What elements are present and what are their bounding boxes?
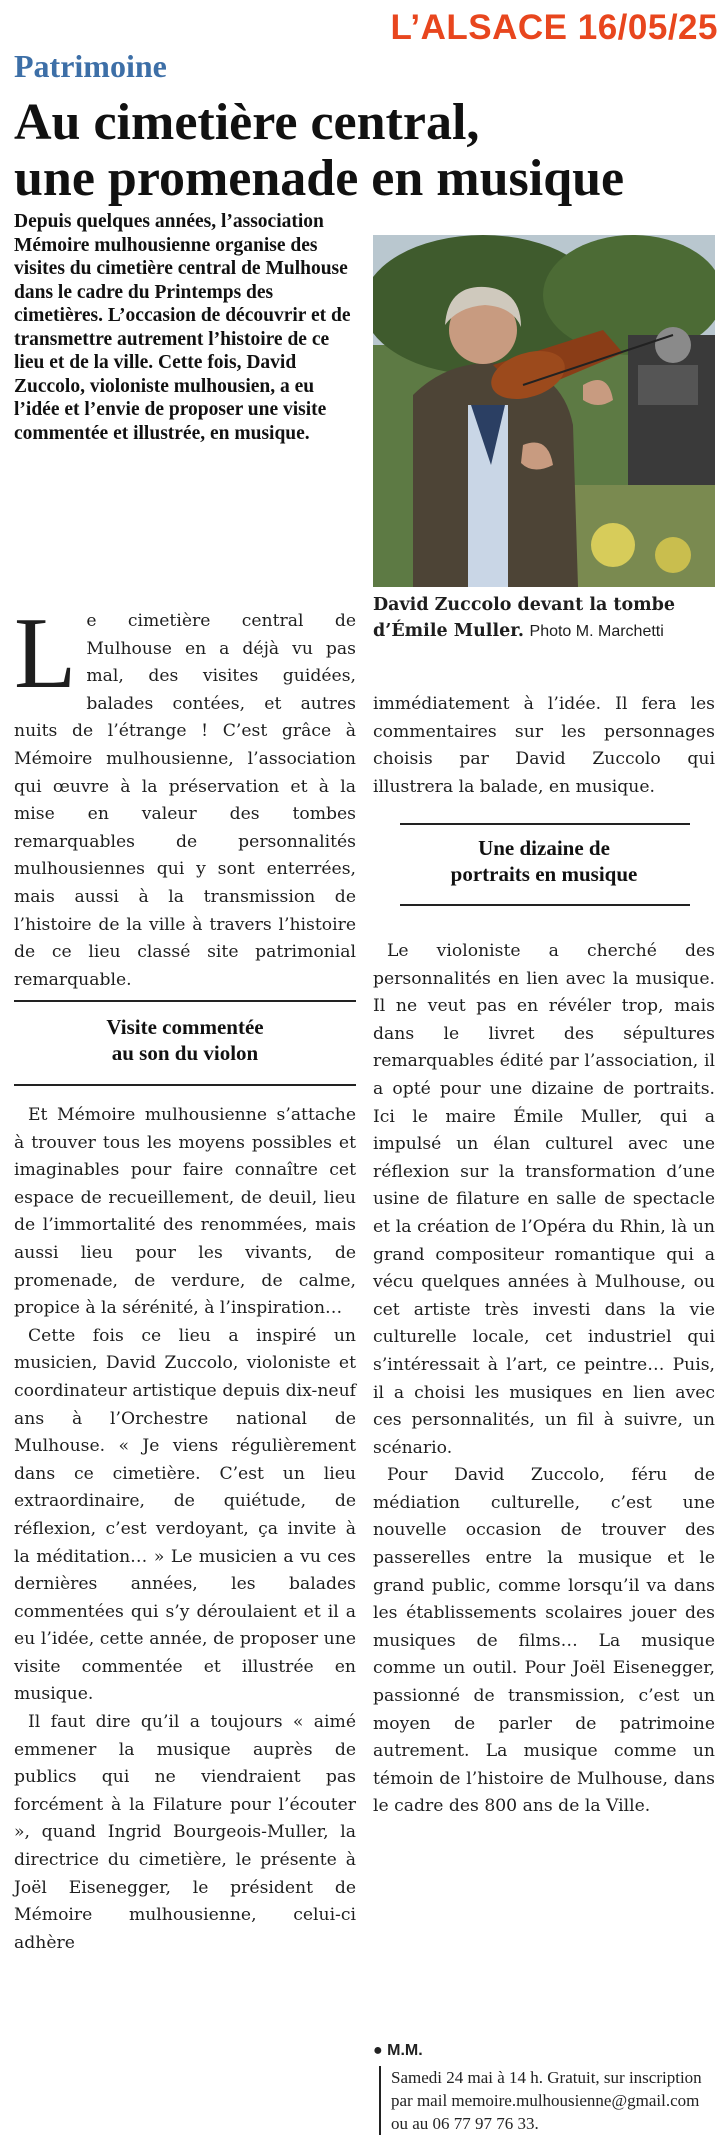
rule-bottom: [14, 1084, 356, 1086]
headline: [14, 95, 714, 207]
paragraph-5: Le violoniste a cherché des personnalités en lien avec la musique. Il ne veut pas en révéler trop, mais dans le livret des sépultures remarquables édité par l’association, il a opté pour une dizaine de portraits. Ici le maire Émile Muller, qui a impulsé un élan culturel avec une réflexion sur la transformation d’une usine de filature en salle de spectacle et la création de l’Opéra du Rhin, là un grand compositeur romantique qui a vécu quelques années à Mulhouse, ou cet artiste très investi dans la vie culturelle locale, cet industriel qui s’intéressait à l’art, ce peintre… Puis, il a choisi les musiques en lien avec ces personnalités, un fil à suivre, un scénario.: [373, 941, 715, 1458]
intertitle-violin: [14, 1014, 356, 1066]
paragraph-4: Il faut dire qu’il a toujours « aimé emmener la musique auprès de publics qui ne viendraient pas forcément à la Filature pour l’écouter », quand Ingrid Bourgeois-Muller, la directrice du cimetière, le présente à Joël Eisenegger, le président de Mémoire mulhousienne, celui-ci adhère: [14, 1712, 356, 1953]
intertitle-violin-line-1: Visite commentée: [106, 1015, 264, 1039]
intertitle-portraits: [373, 835, 715, 887]
dropcap: L: [14, 597, 77, 710]
rule-top-2: [400, 823, 690, 825]
headline-line-1: Au cimetière central,: [14, 94, 480, 151]
paragraph-1-text: e cimetière central de Mulhouse en a déjà vu pas mal, des visites guidées, balades contées, et autres nuits de l’étrange ! C’est grâce à Mémoire mulhousienne, l’association qui œuvre à la préservation et à la mise en valeur des tombes remarquables de personnalités mulhousiennes qui y sont enterrées, mais aussi à la transmission de l’histoire de la ville à travers l’histoire de ce lieu classé site patrimonial remarquable.: [14, 611, 356, 990]
paragraph-3: Cette fois ce lieu a inspiré un musicien, David Zuccolo, violoniste et coordinateur artistique depuis dix-neuf ans à l’Orchestre national de Mulhouse. « Je viens régulièrement dans ce cimetière. C’est un lieu extraordinaire, de quiétude, de réflexion, c’est verdoyant, ça invite à la méditation… » Le musicien a vu ces dernières années, les balades commentées qui s’y déroulaient et il a eu l’idée, cette année, de proposer une visite commentée et illustrée en musique.: [14, 1325, 356, 1705]
section-rubric: Patrimoine: [14, 48, 167, 84]
article-col-right-bottom: [373, 938, 715, 1821]
rule-top: [14, 1000, 356, 1002]
article-col-right-top: [373, 691, 715, 801]
intertitle-violin-line-2: au son du violon: [111, 1041, 259, 1065]
headline-line-2: une promenade en musique: [14, 150, 625, 207]
article-col-left-bottom: [14, 1102, 356, 1957]
photo-illustration: [373, 235, 715, 587]
caption-text: David Zuccolo devant la tombe d’Émile Muller.: [373, 595, 676, 641]
paragraph-1: [14, 597, 356, 994]
photo-caption: [373, 592, 715, 645]
paragraph-2: Et Mémoire mulhousienne s’attache à trouver tous les moyens possibles et imaginables pour faire connaître cet espace de recueillement, de deuil, lieu de l’immortalité des renommées, mais aussi lieu pour les vivants, de promenade, de verdure, de calme, propice à la sérénité, à l’inspiration…: [14, 1105, 356, 1319]
paragraph-4-continued: immédiatement à l’idée. Il fera les commentaires sur les personnages choisis par David Zuccolo qui illustrera la balade, en musique.: [373, 694, 715, 797]
source-stamp: L’ALSACE 16/05/25: [390, 8, 718, 47]
rule-bottom-2: [400, 904, 690, 906]
paragraph-6: Pour David Zuccolo, féru de médiation culturelle, c’est une nouvelle occasion de trouver des passerelles entre la musique et le grand public, comme lorsqu’il va dans les établissements scolaires jouer des musiques de films… La musique comme un outil. Pour Joël Eisenegger, passionné de transmission, c’est un moyen de parler de patrimoine autrement. La musique comme un témoin de l’histoire de Mulhouse, dans le cadre des 800 ans de la Ville.: [373, 1465, 715, 1817]
intertitle-portraits-line-1: Une dizaine de: [478, 836, 610, 860]
intertitle-portraits-line-2: portraits en musique: [450, 862, 638, 886]
signature-text: M.M.: [387, 2042, 423, 2059]
photo-credit: Photo M. Marchetti: [529, 623, 664, 640]
author-signature: ● M.M.: [373, 2042, 423, 2059]
article-col-left-top: [14, 597, 356, 994]
violinist-photo: [373, 235, 715, 587]
event-info: Samedi 24 mai à 14 h. Gratuit, sur inscription par mail memoire.mulhousienne@gmail.com ou au 06 77 97 76 33.: [379, 2066, 715, 2135]
standfirst: Depuis quelques années, l’association Mémoire mulhousienne organise des visites du cimetière central de Mulhouse dans le cadre du Printemps des cimetières. L’occasion de découvrir et de transmettre autrement l’histoire de ce lieu et de la ville. Cette fois, David Zuccolo, violoniste mulhousien, a eu l’idée et l’envie de proposer une visite commentée et illustrée, en musique.: [14, 211, 351, 444]
practical-info: [373, 2039, 715, 2135]
